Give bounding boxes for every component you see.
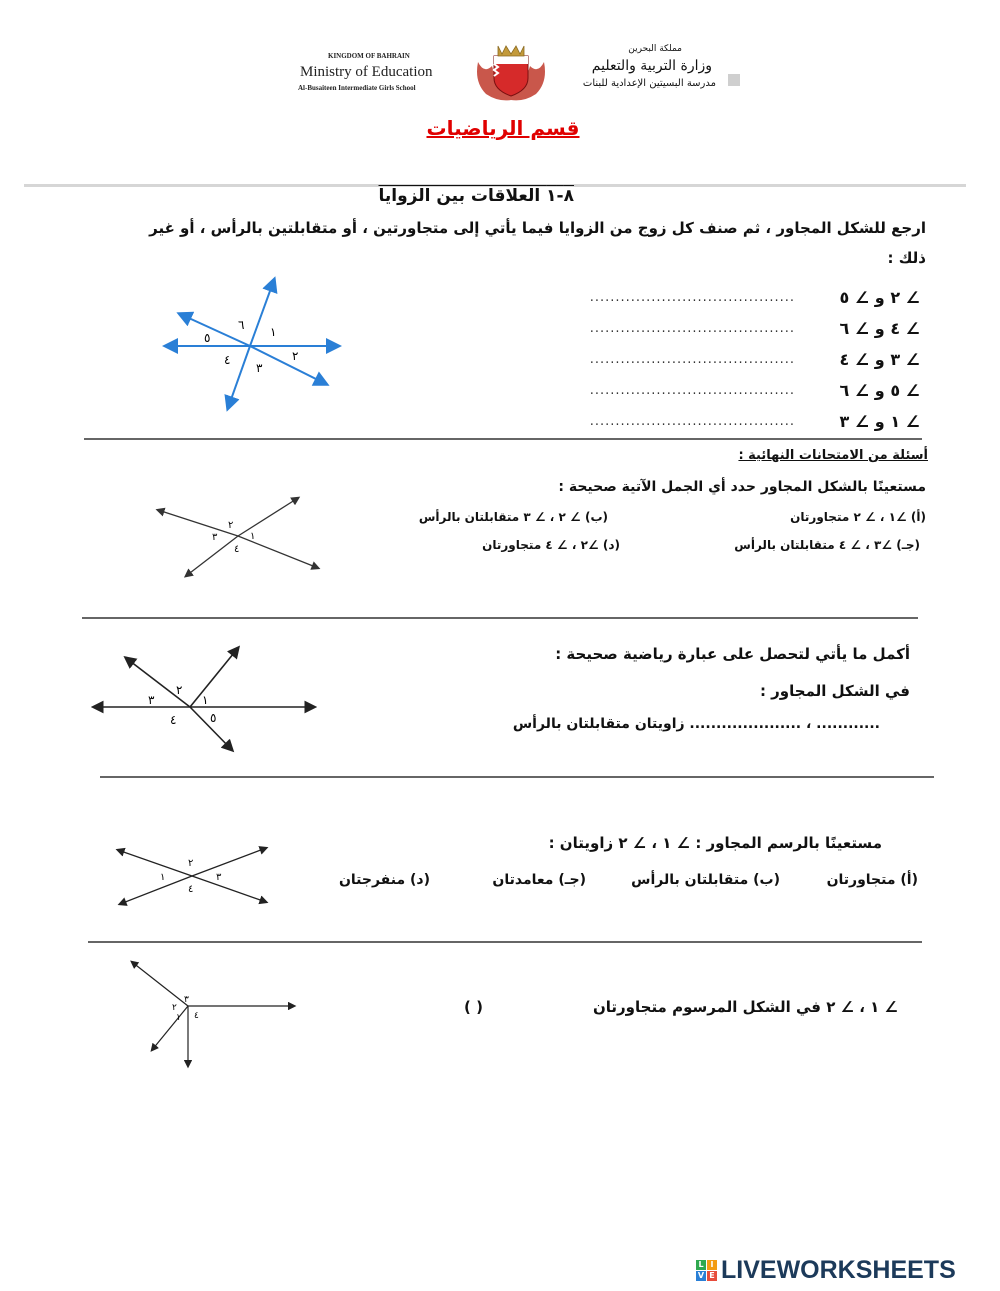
answer-blank[interactable]: ........................................: [589, 321, 795, 336]
school-text: Al-Busaiteen Intermediate Girls School: [298, 84, 416, 92]
answer-blank[interactable]: ........................................: [589, 352, 795, 367]
ar-school-text: مدرسة البسيتين الإعدادية للبنات: [582, 78, 716, 89]
option-c[interactable]: (جـ) ∠٣ ، ∠ ٤ متقابلتان بالرأس: [734, 538, 920, 552]
angle-label: ٤: [234, 544, 240, 555]
angle-label: ١: [250, 531, 256, 542]
angle-label: ٢: [172, 1003, 177, 1013]
angle-label: ٣: [148, 693, 155, 707]
ministry-text: Ministry of Education: [300, 64, 433, 80]
answer-blank[interactable]: ........................................: [589, 414, 795, 429]
angle-label: ٤: [224, 353, 231, 367]
school-header: [280, 40, 740, 118]
ar-ministry-text: وزارة التربية والتعليم: [591, 58, 712, 74]
figure-5-rays: [124, 958, 300, 1070]
angle-label: ١: [160, 872, 166, 883]
mcq-question: مستعينًا بالرسم المجاور : ∠ ١ ، ∠ ٢ زاويتان :: [548, 834, 882, 852]
angle-label: ٢: [176, 683, 183, 697]
answer-blank[interactable]: ........................................: [589, 383, 795, 398]
angle-label: ٣: [212, 532, 218, 543]
angle-label: ٤: [170, 713, 177, 727]
angle-pair: ∠ ٢ و ∠ ٥: [839, 288, 920, 307]
list-item: [540, 406, 920, 437]
angle-label: ١: [270, 325, 277, 339]
list-item: [540, 375, 920, 406]
mcq-option-c[interactable]: (جـ) معامدتان: [492, 872, 586, 888]
figure-3-lines: [90, 640, 320, 755]
exam-heading: أسئلة من الامتحانات النهائية :: [738, 448, 928, 463]
mcq-option-d[interactable]: (د) منفرجتان: [338, 872, 430, 888]
option-b[interactable]: (ب) ∠ ٢ ، ∠ ٣ متقابلتان بالرأس: [418, 510, 608, 524]
angle-label: ١: [176, 1013, 181, 1023]
angle-pair: ∠ ٤ و ∠ ٦: [839, 319, 920, 338]
divider: [100, 776, 934, 778]
angle-label: ٥: [210, 711, 217, 725]
list-item: [540, 282, 920, 313]
angle-label: ٢: [188, 858, 194, 869]
answer-blank[interactable]: ........................................: [589, 290, 795, 305]
small-qr-mark: [728, 74, 740, 86]
classify-list: [540, 282, 920, 437]
complete-sub: في الشكل المجاور :: [759, 682, 910, 700]
angle-label: ٤: [194, 1011, 199, 1021]
complete-fill[interactable]: ............ ، ..................... زاويتان متقابلتان بالرأس: [512, 716, 880, 732]
figure-4-crossing-lines: [112, 840, 270, 908]
angle-pair: ∠ ٥ و ∠ ٦: [839, 381, 920, 400]
mcq-option-b[interactable]: (ب) متقابلتان بالرأس: [631, 872, 780, 888]
angle-pair: ∠ ١ و ∠ ٣: [839, 412, 920, 431]
lesson-title: ٨-١ العلاقات بين الزوايا: [378, 186, 574, 206]
option-a[interactable]: (أ) ∠١ ، ∠ ٢ متجاورتان: [790, 510, 926, 524]
bahrain-emblem-icon: [472, 42, 550, 104]
list-item: [540, 313, 920, 344]
live-badge-icon: L I V E: [696, 1260, 717, 1281]
answer-bracket[interactable]: ( ): [464, 998, 483, 1016]
list-item: [540, 344, 920, 375]
figure-2-intersecting-lines: [152, 492, 324, 584]
angle-label: ٦: [238, 318, 245, 332]
angle-label: ٣: [256, 361, 263, 375]
divider: [82, 617, 918, 619]
liveworksheets-logo[interactable]: [696, 1256, 956, 1284]
true-false-statement: ∠ ١ ، ∠ ٢ في الشكل المرسوم متجاورتان: [592, 998, 898, 1016]
figure-1-intersecting-lines: [158, 274, 348, 414]
divider: [88, 941, 922, 943]
ar-kingdom-text: مملكة البحرين: [628, 44, 682, 54]
complete-question: أكمل ما يأتي لتحصل على عبارة رياضية صحيحة :: [555, 645, 910, 663]
department-title: قسم الرياضيات: [426, 116, 580, 140]
mcq-option-a[interactable]: (أ) متجاورتان: [826, 872, 918, 888]
angle-label: ٢: [292, 349, 299, 363]
angle-label: ٥: [204, 331, 211, 345]
kingdom-text: KINGDOM OF BAHRAIN: [328, 52, 410, 60]
exam-question: مستعينًا بالشكل المجاور حدد أي الجمل الآتية صحيحة :: [558, 479, 926, 495]
option-d[interactable]: (د) ∠٢ ، ∠ ٤ متجاورتان: [482, 538, 620, 552]
angle-label: ٣: [216, 872, 222, 883]
angle-label: ٤: [188, 884, 194, 895]
instruction-line-1: ارجع للشكل المجاور ، ثم صنف كل زوج من الزوايا فيما يأتي إلى متجاورتين ، أو متقابلتين بالرأس ، أو غير: [149, 219, 926, 237]
instruction-line-2: ذلك :: [887, 249, 926, 267]
angle-label: ٣: [184, 995, 189, 1005]
angle-pair: ∠ ٣ و ∠ ٤: [839, 350, 920, 369]
angle-label: ١: [202, 693, 209, 707]
divider: [84, 438, 922, 440]
angle-label: ٢: [228, 520, 234, 531]
brand-text: LIVEWORKSHEETS: [721, 1255, 956, 1284]
